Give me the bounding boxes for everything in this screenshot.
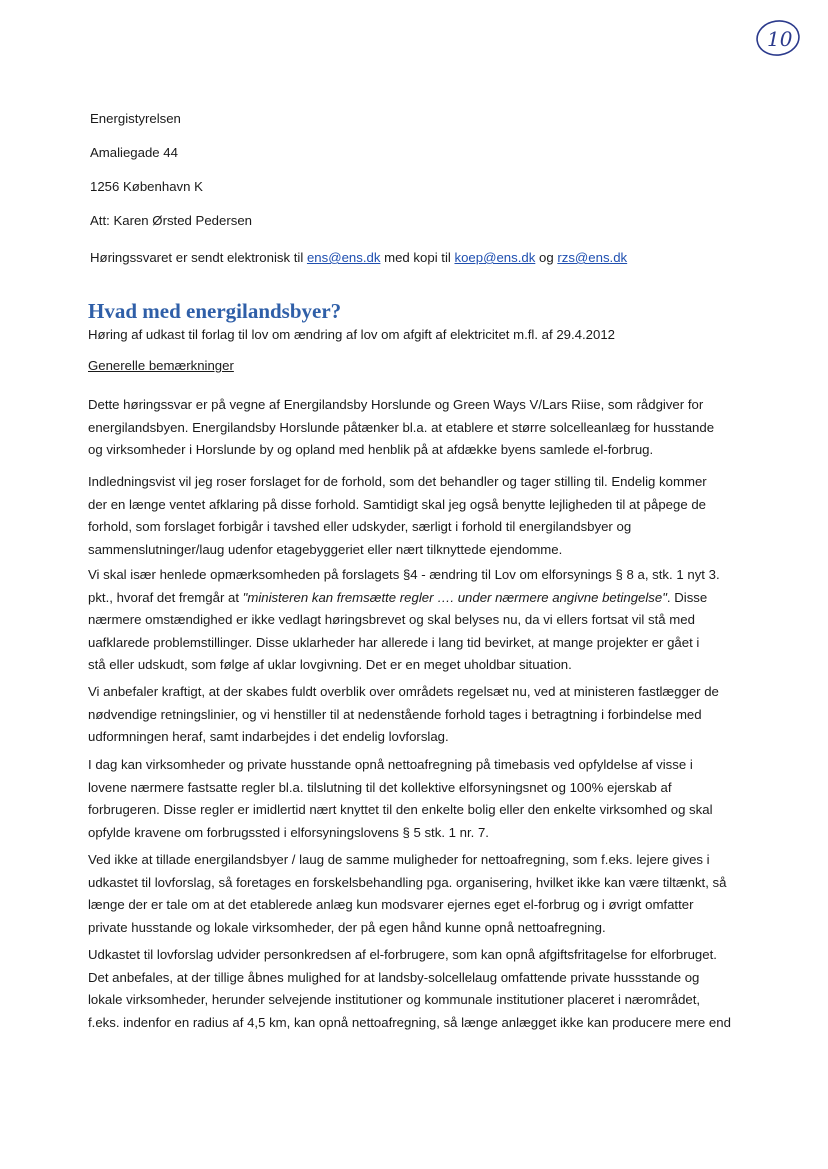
paragraph-line-with-quote (88, 587, 733, 610)
paragraph-line: opfylde kravene om forbrugssted i elforsyningslovens § 5 stk. 1 nr. 7. (88, 824, 489, 840)
page-number-text: 10 (767, 27, 793, 51)
paragraph-line: lovene nærmere fastsatte regler bl.a. tilslutning til det kollektive elforsyningsnet og 100% ejerskab af (88, 779, 672, 795)
paragraph-line: lokale virksomheder, herunder selvejende institutioner og kommunale institutioner placeret i nærområdet, (88, 992, 701, 1007)
paragraph-line: uafklarede problemstillinger. Disse uklarheder har allerede i lang tid bevirket, at mange projekter er gået i (88, 634, 700, 650)
sent-line-and: og (535, 250, 558, 265)
paragraph-3 (88, 564, 733, 677)
paragraph-line: udformningen heraf, samt indarbejdes i det endelig lovforslag. (88, 729, 449, 744)
paragraph-line: Vi anbefaler kraftigt, at der skabes fuldt overblik over områdets regelsæt nu, ved at ministeren fastlægger de (88, 684, 719, 699)
paragraph-line: der en længe ventet afklaring på disse forhold. Samtidigt skal jeg også benytte lejligheden til at påpege de (88, 496, 707, 512)
recipient-attention: Att: Karen Ørsted Pedersen (90, 213, 252, 228)
paragraph-line: Dette høringssvar er på vegne af Energilandsby Horslunde og Green Ways V/Lars Riise, som rådgiver for (88, 397, 704, 412)
paragraph-line: f.eks. indenfor en radius af 4,5 km, kan opnå nettoafregning, så længe anlægget ikke kan producere mere end (88, 1014, 731, 1030)
paragraph-6 (88, 849, 733, 939)
paragraph-line: nærmere omstændighed er ikke vedlagt høringsbrevet og skal belyses nu, da vi ellers fortsat vil stå med (88, 612, 695, 627)
paragraph-1 (88, 394, 733, 462)
paragraph-line: sammenslutninger/laug udenfor etagebyggeriet eller nært tilknyttede ejendomme. (88, 541, 563, 557)
paragraph-5 (88, 754, 733, 844)
paragraph-line: Ved ikke at tillade energilandsbyer / laug de samme muligheder for nettoafregning, som f.eks. lejere gives i (88, 852, 710, 867)
paragraph-4 (88, 681, 733, 749)
paragraph-line: forbrugeren. Disse regler er imidlertid nært knyttet til den enkelte bolig eller den enkelte virksomhed og skal (88, 802, 713, 817)
paragraph-7 (88, 944, 733, 1034)
paragraph-line: energilandsbyen. Energilandsby Horslunde påtænker bl.a. at etablere et større solcelleanlæg for husstande (88, 419, 715, 435)
recipient-name: Energistyrelsen (90, 111, 181, 126)
quote-suffix: . Disse (666, 589, 708, 605)
handwritten-page-number (754, 16, 804, 58)
document-heading: Hvad med energilandsbyer? (88, 299, 342, 323)
paragraph-line: Vi skal især henlede opmærksomheden på forslagets §4 - ændring til Lov om elforsynings § 8 a, stk. 1 nyt 3. (88, 567, 720, 582)
email-link-koep[interactable]: koep@ens.dk (454, 250, 536, 265)
quote-prefix: pkt., hvoraf det fremgår at (88, 589, 243, 605)
paragraph-line: stå eller udskudt, som følge af uklar lovgivning. Det er en meget uholdbar situation. (88, 657, 572, 672)
sent-line-middle: med kopi til (380, 250, 455, 265)
section-title: Generelle bemærkninger (88, 358, 234, 373)
sent-line-prefix: Høringssvaret er sendt elektronisk til (90, 250, 307, 265)
paragraph-line: nødvendige retningslinier, og vi henstiller til at nedenstående forhold tages i betragtning i forbindelse med (88, 706, 702, 722)
handwritten-circle (754, 16, 804, 58)
paragraph-line: længe der er tale om at det etablerede anlæg kun modsvarer ejernes eget el-forbrug og i øvrigt omfatter (88, 897, 694, 912)
paragraph-line: og virksomheder i Horslunde by og opland med henblik på at afdække byens samlede el-forbrug. (88, 442, 654, 457)
sent-line (90, 250, 627, 266)
document-subheading: Høring af udkast til forlag til lov om ændring af lov om afgift af elektricitet m.fl. af 29.4.2012 (88, 327, 616, 342)
paragraph-line: forhold, som forslaget forbigår i tavshed eller udskyder, særligt i forhold til energilandsbyer og (88, 519, 632, 534)
recipient-street: Amaliegade 44 (90, 145, 178, 160)
quoted-text: "ministeren kan fremsætte regler …. under nærmere angivne betingelse" (242, 589, 667, 605)
paragraph-line: udkastet til lovforslag, så foretages en forskelsbehandling pga. organisering, hvilket ikke kan være tiltænkt, så (88, 874, 727, 890)
paragraph-line: Indledningsvist vil jeg roser forslaget for de forhold, som det behandler og tager stilling til. Endelig kommer (88, 474, 707, 489)
paragraph-line: private husstande og lokale virksomheder, der på egen hånd kunne opnå nettoafregning. (88, 919, 606, 935)
recipient-city: 1256 København K (90, 179, 203, 194)
paragraph-line: Udkastet til lovforslag udvider personkredsen af el-forbrugere, som kan opnå afgiftsfritagelse for elforbruget. (88, 947, 717, 962)
email-link-rzs[interactable]: rzs@ens.dk (557, 250, 628, 265)
paragraph-line: I dag kan virksomheder og private husstande opnå nettoafregning på timebasis ved opfyldelse af visse i (88, 757, 693, 772)
paragraph-2 (88, 471, 733, 561)
email-link-ens[interactable]: ens@ens.dk (306, 250, 381, 265)
paragraph-line: Det anbefales, at der tillige åbnes mulighed for at landsby-solcellelaug omfattende private hussstande og (88, 969, 700, 985)
